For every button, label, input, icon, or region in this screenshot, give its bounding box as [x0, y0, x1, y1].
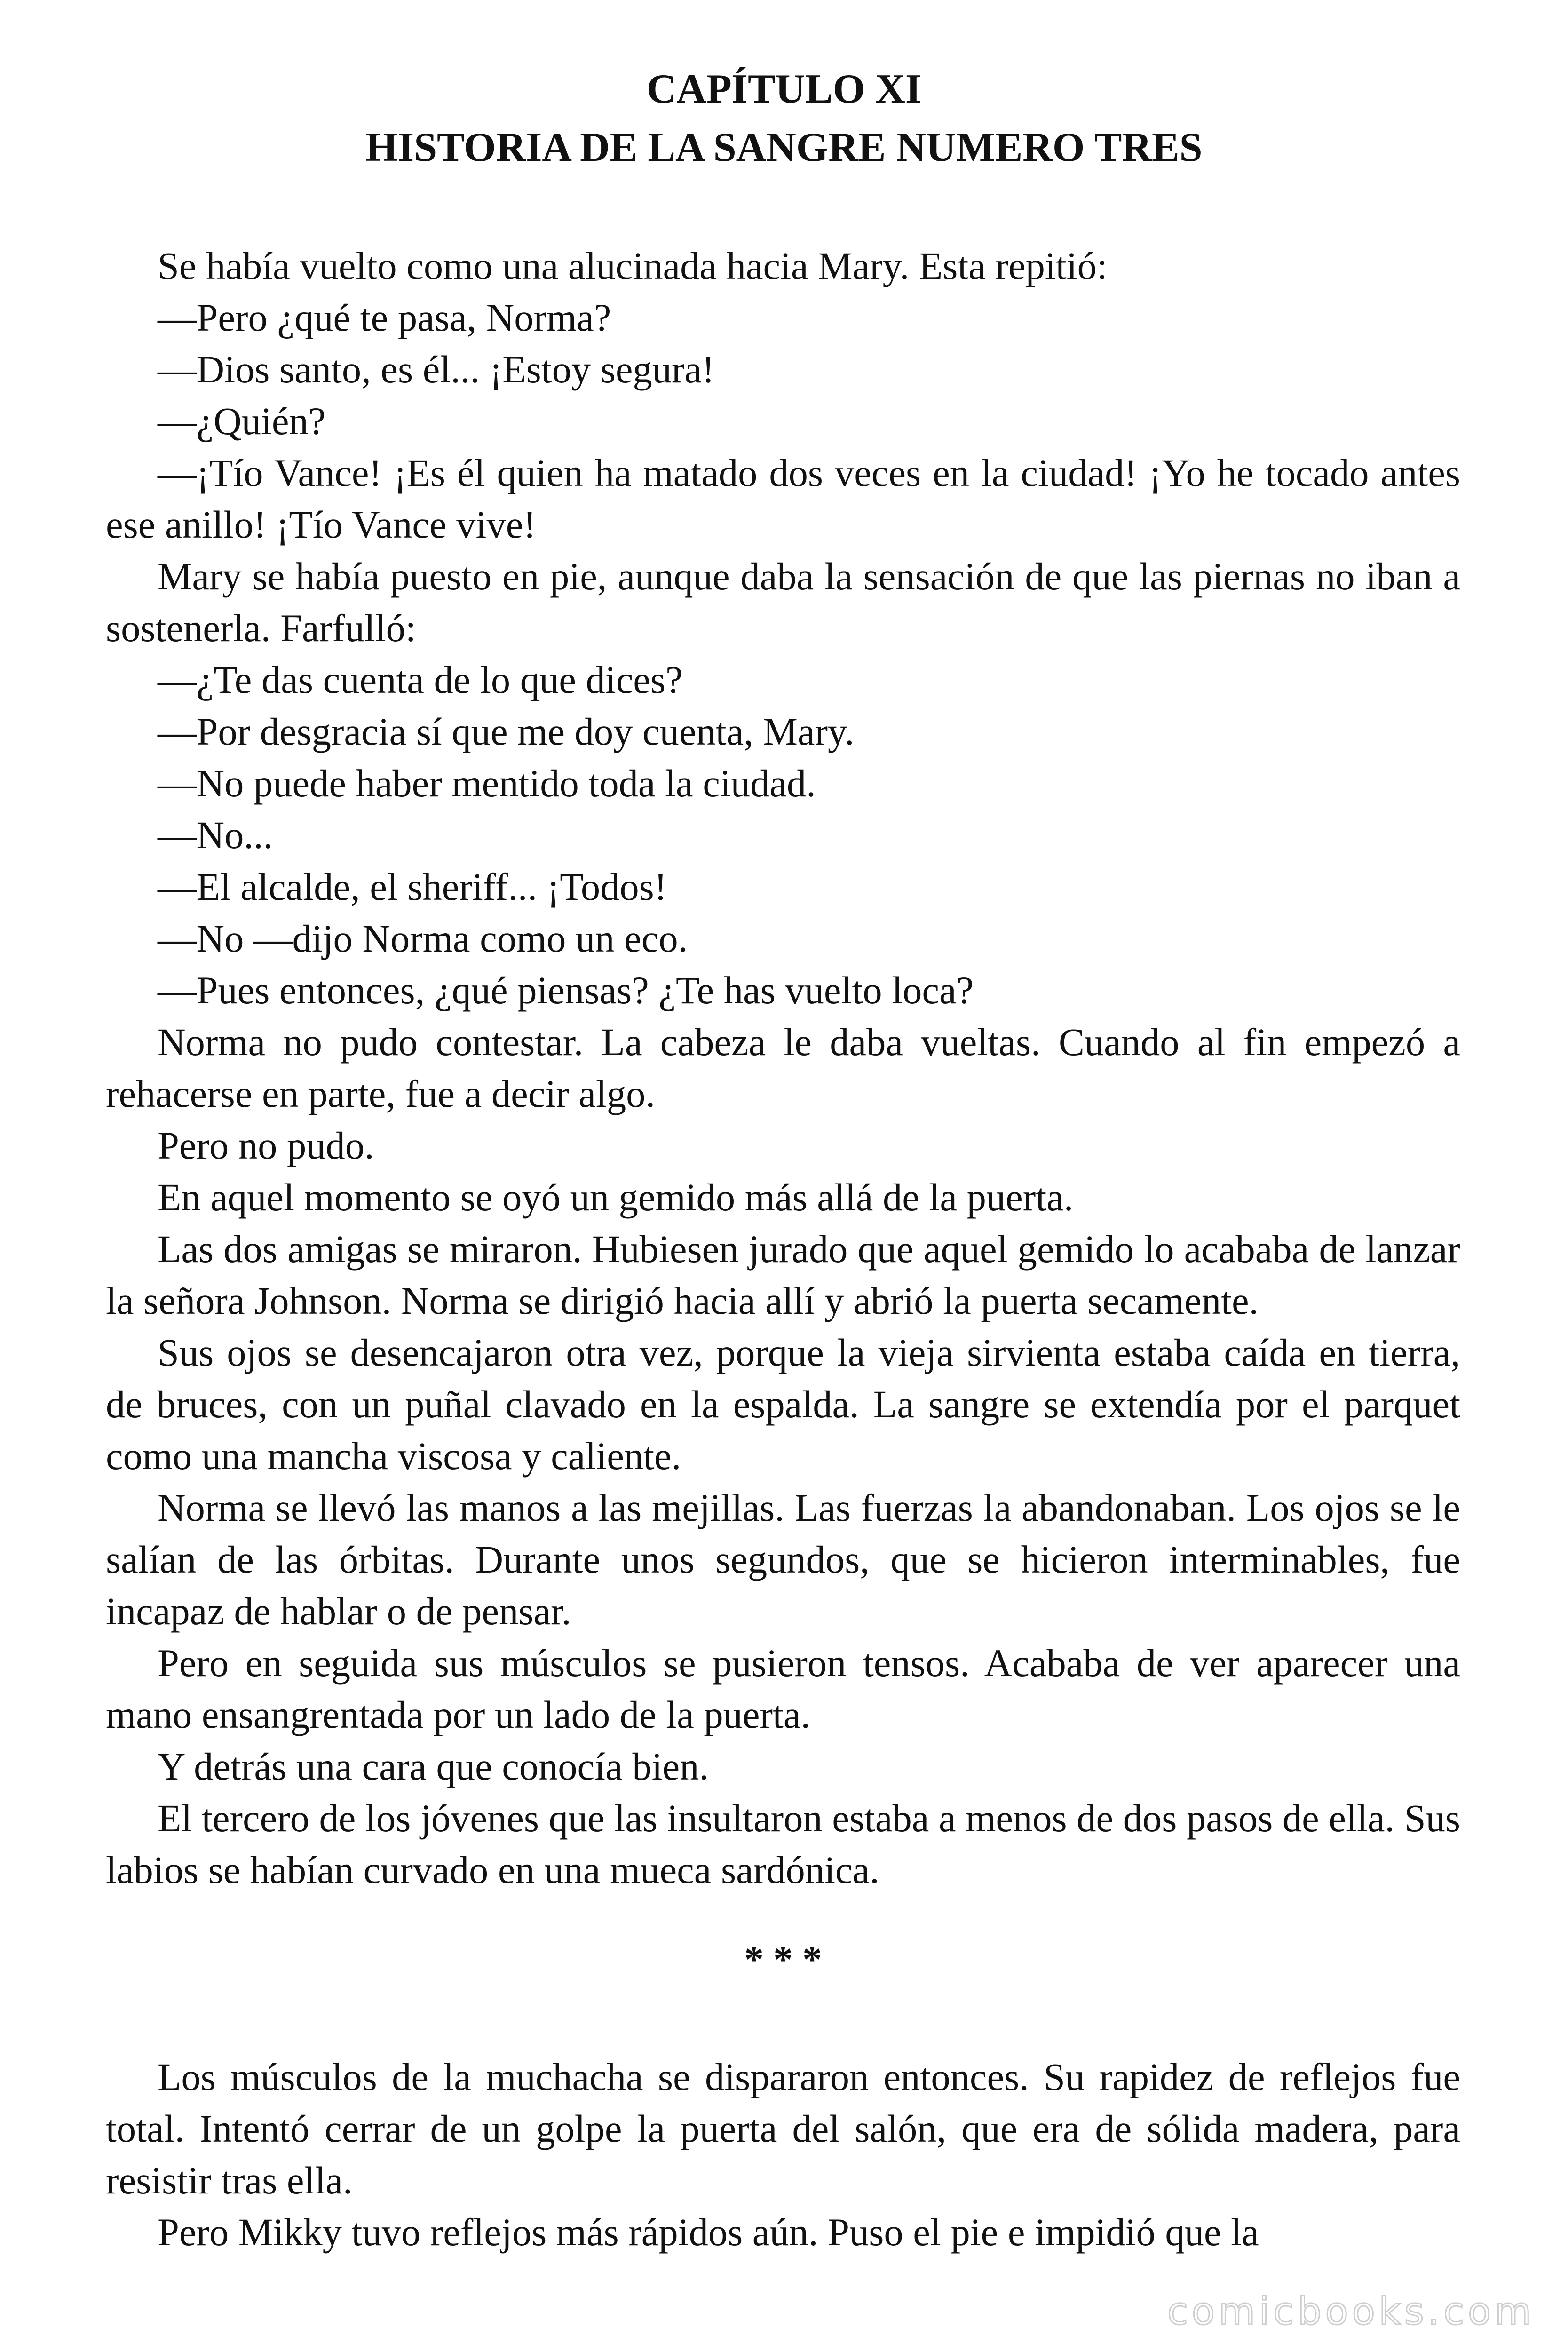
paragraph: —El alcalde, el sheriff... ¡Todos!: [158, 865, 667, 908]
paragraph: Los músculos de la muchacha se dispararon entonces. Su rapidez de reflejos fue total. Intentó cerrar de un golpe la puerta del salón, que era de sólida madera, para resistir tras ella.: [106, 2055, 1460, 2202]
paragraph: —No...: [158, 813, 273, 857]
chapter-body: [106, 240, 1460, 2258]
paragraph: Pero Mikky tuvo reflejos más rápidos aún. Puso el pie e impidió que la: [158, 2210, 1259, 2254]
section-separator: * * *: [744, 1938, 822, 1981]
paragraph: Norma se llevó las manos a las mejillas. Las fuerzas la abandonaban. Los ojos se le salían de las órbitas. Durante unos segundos, que se hicieron interminables, fue incapaz de hablar o de pensar.: [106, 1486, 1460, 1633]
paragraph: —Dios santo, es él... ¡Estoy segura!: [158, 348, 715, 391]
paragraph: —No —dijo Norma como un eco.: [158, 917, 688, 960]
chapter-title: HISTORIA DE LA SANGRE NUMERO TRES: [365, 125, 1203, 170]
paragraph: Y detrás una cara que conocía bien.: [158, 1745, 709, 1788]
watermark: comicbooks.com: [1167, 2289, 1535, 2333]
paragraph: Norma no pudo contestar. La cabeza le daba vueltas. Cuando al fin empezó a rehacerse en parte, fue a decir algo.: [106, 1020, 1460, 1115]
paragraph: Pero no pudo.: [158, 1124, 374, 1167]
paragraph: En aquel momento se oyó un gemido más allá de la puerta.: [158, 1176, 1074, 1219]
paragraph: —¡Tío Vance! ¡Es él quien ha matado dos veces en la ciudad! ¡Yo he tocado antes ese anillo! ¡Tío Vance vive!: [106, 451, 1460, 546]
paragraph: Pero en seguida sus músculos se pusieron tensos. Acababa de ver aparecer una mano ensangrentada por un lado de la puerta.: [106, 1641, 1460, 1736]
chapter-number: CAPÍTULO XI: [646, 66, 922, 112]
paragraph: —Pues entonces, ¿qué piensas? ¿Te has vuelto loca?: [158, 969, 974, 1012]
paragraph: El tercero de los jóvenes que las insultaron estaba a menos de dos pasos de ella. Sus labios se habían curvado en una mueca sardónica.: [106, 1796, 1460, 1891]
paragraph: —Por desgracia sí que me doy cuenta, Mary.: [158, 710, 855, 753]
paragraph: Las dos amigas se miraron. Hubiesen jurado que aquel gemido lo acababa de lanzar la señora Johnson. Norma se dirigió hacia allí y abrió la puerta secamente.: [106, 1227, 1460, 1322]
paragraph: —¿Quién?: [158, 399, 326, 443]
paragraph: Mary se había puesto en pie, aunque daba la sensación de que las piernas no iban a sostenerla. Farfulló:: [106, 555, 1460, 650]
paragraph: —Pero ¿qué te pasa, Norma?: [158, 296, 611, 339]
paragraph: Sus ojos se desencajaron otra vez, porque la vieja sirvienta estaba caída en tierra, de bruces, con un puñal clavado en la espalda. La sangre se extendía por el parquet como una mancha viscosa y caliente.: [106, 1331, 1460, 1478]
paragraph: —No puede haber mentido toda la ciudad.: [158, 762, 816, 805]
paragraph: Se había vuelto como una alucinada hacia Mary. Esta repitió:: [158, 244, 1108, 287]
paragraph: —¿Te das cuenta de lo que dices?: [158, 658, 683, 701]
